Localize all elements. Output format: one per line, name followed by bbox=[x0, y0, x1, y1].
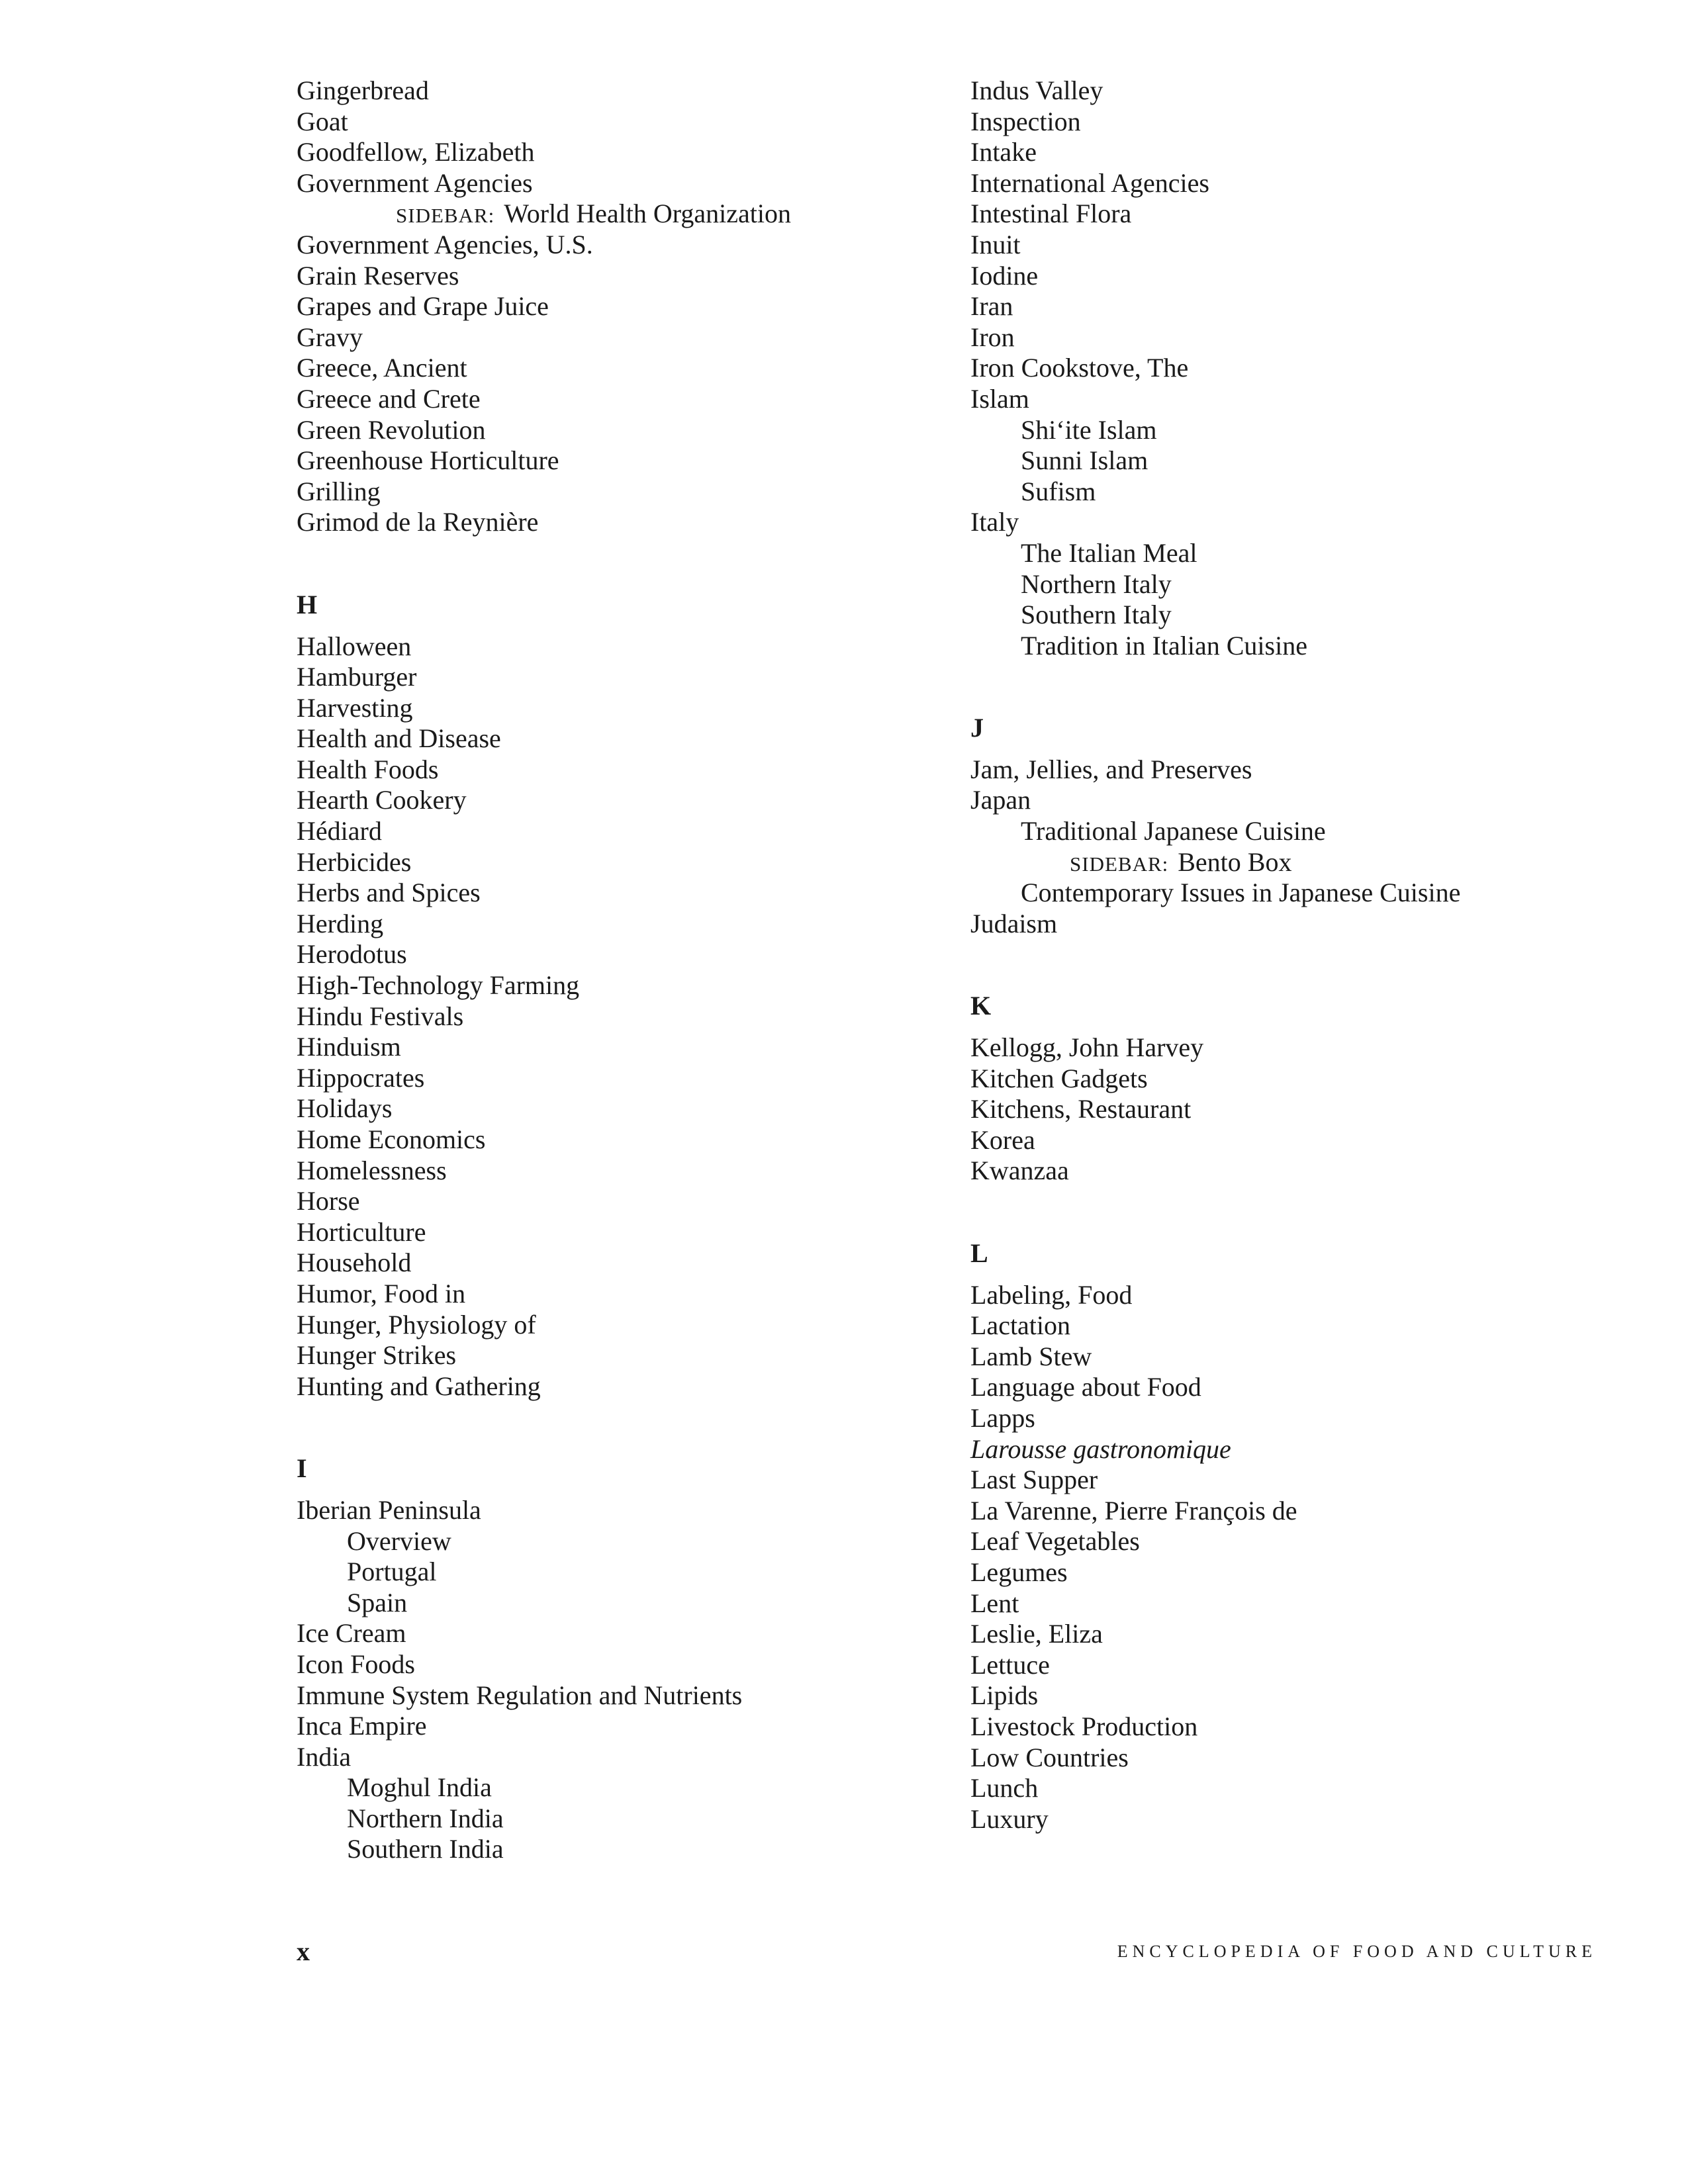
index-subentry bbox=[970, 878, 1632, 909]
index-entry bbox=[297, 1001, 959, 1032]
index-subentry bbox=[970, 415, 1632, 446]
entry-text: Lipids bbox=[970, 1680, 1039, 1711]
index-entry bbox=[297, 1032, 959, 1063]
entry-text: Grapes and Grape Juice bbox=[297, 291, 549, 322]
index-entry bbox=[297, 693, 959, 724]
index-entry bbox=[297, 1124, 959, 1156]
index-entry bbox=[970, 1465, 1632, 1496]
index-entry bbox=[970, 1403, 1632, 1434]
entry-text: Leaf Vegetables bbox=[970, 1526, 1140, 1557]
entry-text: Labeling, Food bbox=[970, 1279, 1133, 1310]
entry-text: Goodfellow, Elizabeth bbox=[297, 137, 535, 167]
entry-text: Northern Italy bbox=[1021, 569, 1172, 599]
entry-text: Traditional Japanese Cuisine bbox=[1021, 816, 1326, 846]
entry-text: Spain bbox=[347, 1587, 408, 1617]
index-entry bbox=[970, 1526, 1632, 1557]
index-entry bbox=[297, 1340, 959, 1371]
entry-text: Hearth Cookery bbox=[297, 785, 467, 815]
index-entry bbox=[970, 353, 1632, 384]
entry-text: Health Foods bbox=[297, 754, 439, 784]
index-entry bbox=[970, 1711, 1632, 1743]
index-entry bbox=[970, 1342, 1632, 1373]
entry-text: Intestinal Flora bbox=[970, 199, 1132, 229]
index-subentry bbox=[970, 600, 1632, 631]
index-entry bbox=[970, 1094, 1632, 1125]
entry-text: Lunch bbox=[970, 1773, 1039, 1803]
index-entry bbox=[297, 1742, 959, 1773]
index-entry bbox=[297, 909, 959, 940]
index-entry bbox=[970, 1372, 1632, 1403]
index-entry bbox=[297, 1217, 959, 1248]
index-entry bbox=[297, 291, 959, 322]
index-entry bbox=[297, 322, 959, 353]
entry-text: Hippocrates bbox=[297, 1062, 425, 1093]
entry-text: Jam, Jellies, and Preserves bbox=[970, 754, 1252, 784]
entry-text: Contemporary Issues in Japanese Cuisine bbox=[1021, 878, 1461, 908]
index-subentry bbox=[297, 1557, 959, 1588]
section-letter: L bbox=[970, 1238, 988, 1268]
section-letter: H bbox=[297, 589, 318, 619]
entry-text: Kitchens, Restaurant bbox=[970, 1094, 1192, 1124]
entry-text: Lactation bbox=[970, 1310, 1071, 1341]
entry-text: Last Supper bbox=[970, 1465, 1098, 1495]
index-entry bbox=[970, 1156, 1632, 1187]
section-letter: I bbox=[297, 1453, 307, 1484]
entry-text: Herding bbox=[297, 908, 384, 938]
entry-text: Iran bbox=[970, 291, 1013, 322]
index-entry bbox=[297, 1310, 959, 1341]
index-entry bbox=[297, 1371, 959, 1402]
index-entry bbox=[970, 199, 1632, 230]
index-entry bbox=[297, 785, 959, 816]
entry-text: Greece and Crete bbox=[297, 383, 481, 414]
entry-text: Horse bbox=[297, 1186, 360, 1216]
index-subentry bbox=[970, 538, 1632, 569]
index-entry bbox=[297, 261, 959, 292]
entry-text: Horticulture bbox=[297, 1216, 426, 1247]
entry-text: Language about Food bbox=[970, 1372, 1201, 1402]
index-entry bbox=[970, 137, 1632, 168]
entry-text: Sufism bbox=[1021, 476, 1096, 506]
section-letter: K bbox=[970, 991, 992, 1021]
index-entry bbox=[297, 415, 959, 446]
entry-text: Iron Cookstove, The bbox=[970, 353, 1189, 383]
entry-text: Household bbox=[297, 1248, 412, 1278]
index-entry bbox=[297, 1279, 959, 1310]
entry-text: Herodotus bbox=[297, 939, 407, 970]
entry-text: Ice Cream bbox=[297, 1618, 406, 1649]
index-entry bbox=[297, 970, 959, 1001]
entry-text: Kellogg, John Harvey bbox=[970, 1032, 1204, 1063]
entry-text: Inspection bbox=[970, 106, 1081, 136]
index-entry bbox=[970, 1588, 1632, 1619]
right-column bbox=[970, 75, 1632, 1835]
entry-text: Overview bbox=[347, 1525, 451, 1556]
entry-text: The Italian Meal bbox=[1021, 537, 1197, 568]
entry-text: Harvesting bbox=[297, 692, 413, 723]
entry-text: World Health Organization bbox=[504, 199, 791, 229]
entry-text: Islam bbox=[970, 383, 1029, 414]
entry-text: Japan bbox=[970, 785, 1031, 815]
entry-text: Judaism bbox=[970, 908, 1058, 938]
entry-text: Holidays bbox=[297, 1093, 393, 1124]
entry-text: Iodine bbox=[970, 260, 1039, 291]
index-entry bbox=[297, 939, 959, 970]
entry-text: Grilling bbox=[297, 476, 381, 506]
sidebar-entry bbox=[297, 199, 959, 230]
entry-text: Goat bbox=[297, 106, 348, 136]
entry-text: Sunni Islam bbox=[1021, 445, 1149, 476]
index-entry bbox=[297, 662, 959, 693]
entry-text: Herbs and Spices bbox=[297, 878, 481, 908]
index-entry bbox=[970, 507, 1632, 538]
index-entry bbox=[297, 507, 959, 538]
entry-text: Immune System Regulation and Nutrients bbox=[297, 1680, 743, 1710]
index-subentry bbox=[970, 445, 1632, 477]
index-entry bbox=[297, 1649, 959, 1680]
entry-text: Greenhouse Horticulture bbox=[297, 445, 559, 476]
index-entry bbox=[970, 1496, 1632, 1527]
entry-text: Gravy bbox=[297, 322, 363, 352]
index-entry bbox=[970, 1680, 1632, 1711]
entry-text: Kitchen Gadgets bbox=[970, 1063, 1148, 1093]
entry-text: Legumes bbox=[970, 1557, 1068, 1587]
entry-text: Lamb Stew bbox=[970, 1341, 1092, 1371]
entry-text: Portugal bbox=[347, 1557, 437, 1587]
entry-text: Herbicides bbox=[297, 846, 412, 877]
index-subentry bbox=[970, 631, 1632, 662]
entry-text: Southern India bbox=[347, 1834, 504, 1864]
entry-text: Government Agencies, U.S. bbox=[297, 229, 593, 259]
index-entry bbox=[297, 1618, 959, 1649]
entry-text: Halloween bbox=[297, 631, 412, 661]
index-entry bbox=[970, 785, 1632, 816]
entry-text: Indus Valley bbox=[970, 75, 1103, 105]
entry-text: Shi‘ite Islam bbox=[1021, 414, 1157, 445]
index-entry bbox=[297, 168, 959, 199]
sidebar-entry bbox=[970, 847, 1632, 878]
entry-text: India bbox=[297, 1741, 352, 1772]
index-entry bbox=[297, 1248, 959, 1279]
entry-text: Hunger, Physiology of bbox=[297, 1309, 536, 1340]
index-subentry bbox=[297, 1526, 959, 1557]
entry-text: Kwanzaa bbox=[970, 1156, 1069, 1186]
entry-text: Home Economics bbox=[297, 1124, 486, 1154]
index-entry bbox=[970, 1557, 1632, 1588]
entry-text: Icon Foods bbox=[297, 1649, 415, 1679]
index-entry bbox=[970, 754, 1632, 786]
index-entry bbox=[970, 75, 1632, 107]
entry-text: Hinduism bbox=[297, 1032, 401, 1062]
index-entry bbox=[970, 1032, 1632, 1064]
entry-text: Italy bbox=[970, 507, 1019, 537]
index-entry bbox=[297, 1680, 959, 1711]
index-entry bbox=[297, 1063, 959, 1094]
entry-text: Iron bbox=[970, 322, 1015, 352]
index-entry bbox=[970, 291, 1632, 322]
index-entry bbox=[297, 353, 959, 384]
entry-text: Hunting and Gathering bbox=[297, 1371, 541, 1401]
entry-text: Lapps bbox=[970, 1402, 1035, 1433]
index-entry bbox=[970, 1310, 1632, 1342]
index-subentry bbox=[297, 1772, 959, 1803]
index-entry bbox=[970, 322, 1632, 353]
index-entry bbox=[297, 477, 959, 508]
index-entry bbox=[297, 847, 959, 878]
entry-text: Inuit bbox=[970, 229, 1021, 259]
entry-text: Hamburger bbox=[297, 662, 417, 692]
sidebar-prefix: SIDEBAR: bbox=[1070, 852, 1169, 876]
index-entry bbox=[297, 445, 959, 477]
entry-text: Intake bbox=[970, 137, 1037, 167]
section-letter: J bbox=[970, 713, 984, 743]
left-column bbox=[297, 75, 959, 1865]
index-entry bbox=[970, 384, 1632, 415]
sidebar-prefix: SIDEBAR: bbox=[396, 204, 495, 228]
entry-text: Southern Italy bbox=[1021, 600, 1172, 630]
entry-text: Greece, Ancient bbox=[297, 353, 467, 383]
index-entry bbox=[297, 137, 959, 168]
entry-text: High-Technology Farming bbox=[297, 970, 580, 1001]
index-entry bbox=[970, 1619, 1632, 1650]
entry-text: Luxury bbox=[970, 1803, 1049, 1834]
index-entry bbox=[297, 1093, 959, 1124]
index-subentry bbox=[970, 816, 1632, 847]
index-entry bbox=[297, 1156, 959, 1187]
index-subentry bbox=[970, 477, 1632, 508]
index-entry bbox=[970, 107, 1632, 138]
entry-text: Lettuce bbox=[970, 1649, 1050, 1680]
index-entry bbox=[297, 384, 959, 415]
entry-text: Larousse gastronomique bbox=[970, 1433, 1231, 1464]
index-entry bbox=[970, 909, 1632, 940]
index-entry bbox=[297, 107, 959, 138]
entry-text: La Varenne, Pierre François de bbox=[970, 1495, 1297, 1525]
index-entry bbox=[970, 1434, 1632, 1465]
entry-text: Grain Reserves bbox=[297, 260, 459, 291]
entry-text: Low Countries bbox=[970, 1742, 1129, 1772]
entry-text: Hunger Strikes bbox=[297, 1340, 457, 1371]
entry-text: Grimod de la Reynière bbox=[297, 507, 539, 537]
index-entry bbox=[297, 878, 959, 909]
index-entry bbox=[297, 1495, 959, 1526]
entry-text: Iberian Peninsula bbox=[297, 1494, 481, 1525]
entry-text: Tradition in Italian Cuisine bbox=[1021, 630, 1307, 660]
index-entry bbox=[970, 1650, 1632, 1681]
index-entry bbox=[970, 1804, 1632, 1835]
index-subentry bbox=[970, 569, 1632, 600]
index-entry bbox=[970, 1773, 1632, 1804]
index-entry bbox=[970, 261, 1632, 292]
entry-text: Livestock Production bbox=[970, 1711, 1198, 1741]
index-entry bbox=[297, 723, 959, 754]
index-entry bbox=[970, 1280, 1632, 1311]
entry-text: Gingerbread bbox=[297, 75, 429, 105]
index-subentry bbox=[297, 1834, 959, 1865]
entry-text: Northern India bbox=[347, 1803, 504, 1833]
index-entry bbox=[970, 1743, 1632, 1774]
index-entry bbox=[297, 230, 959, 261]
index-entry bbox=[297, 631, 959, 662]
entry-text: Government Agencies bbox=[297, 167, 533, 198]
index-entry bbox=[970, 168, 1632, 199]
entry-text: Health and Disease bbox=[297, 723, 501, 754]
index-entry bbox=[970, 230, 1632, 261]
index-entry bbox=[297, 816, 959, 847]
entry-text: Inca Empire bbox=[297, 1711, 427, 1741]
index-entry bbox=[297, 1186, 959, 1217]
entry-text: Moghul India bbox=[347, 1772, 492, 1803]
index-entry bbox=[297, 1711, 959, 1742]
index-entry bbox=[970, 1064, 1632, 1095]
entry-text: Hédiard bbox=[297, 816, 382, 846]
entry-text: Humor, Food in bbox=[297, 1278, 466, 1308]
entry-text: Leslie, Eliza bbox=[970, 1619, 1103, 1649]
entry-text: Lent bbox=[970, 1588, 1019, 1618]
entry-text: International Agencies bbox=[970, 167, 1209, 198]
index-entry bbox=[970, 1125, 1632, 1156]
entry-text: Green Revolution bbox=[297, 414, 486, 445]
index-entry bbox=[297, 754, 959, 786]
entry-text: Homelessness bbox=[297, 1155, 447, 1185]
entry-text: Korea bbox=[970, 1124, 1035, 1155]
index-entry bbox=[297, 75, 959, 107]
entry-text: Bento Box bbox=[1178, 846, 1292, 877]
book-title: ENCYCLOPEDIA OF FOOD AND CULTURE bbox=[1117, 1942, 1597, 1961]
index-subentry bbox=[297, 1803, 959, 1835]
index-subentry bbox=[297, 1588, 959, 1619]
page-number: x bbox=[297, 1936, 310, 1966]
entry-text: Hindu Festivals bbox=[297, 1001, 464, 1031]
